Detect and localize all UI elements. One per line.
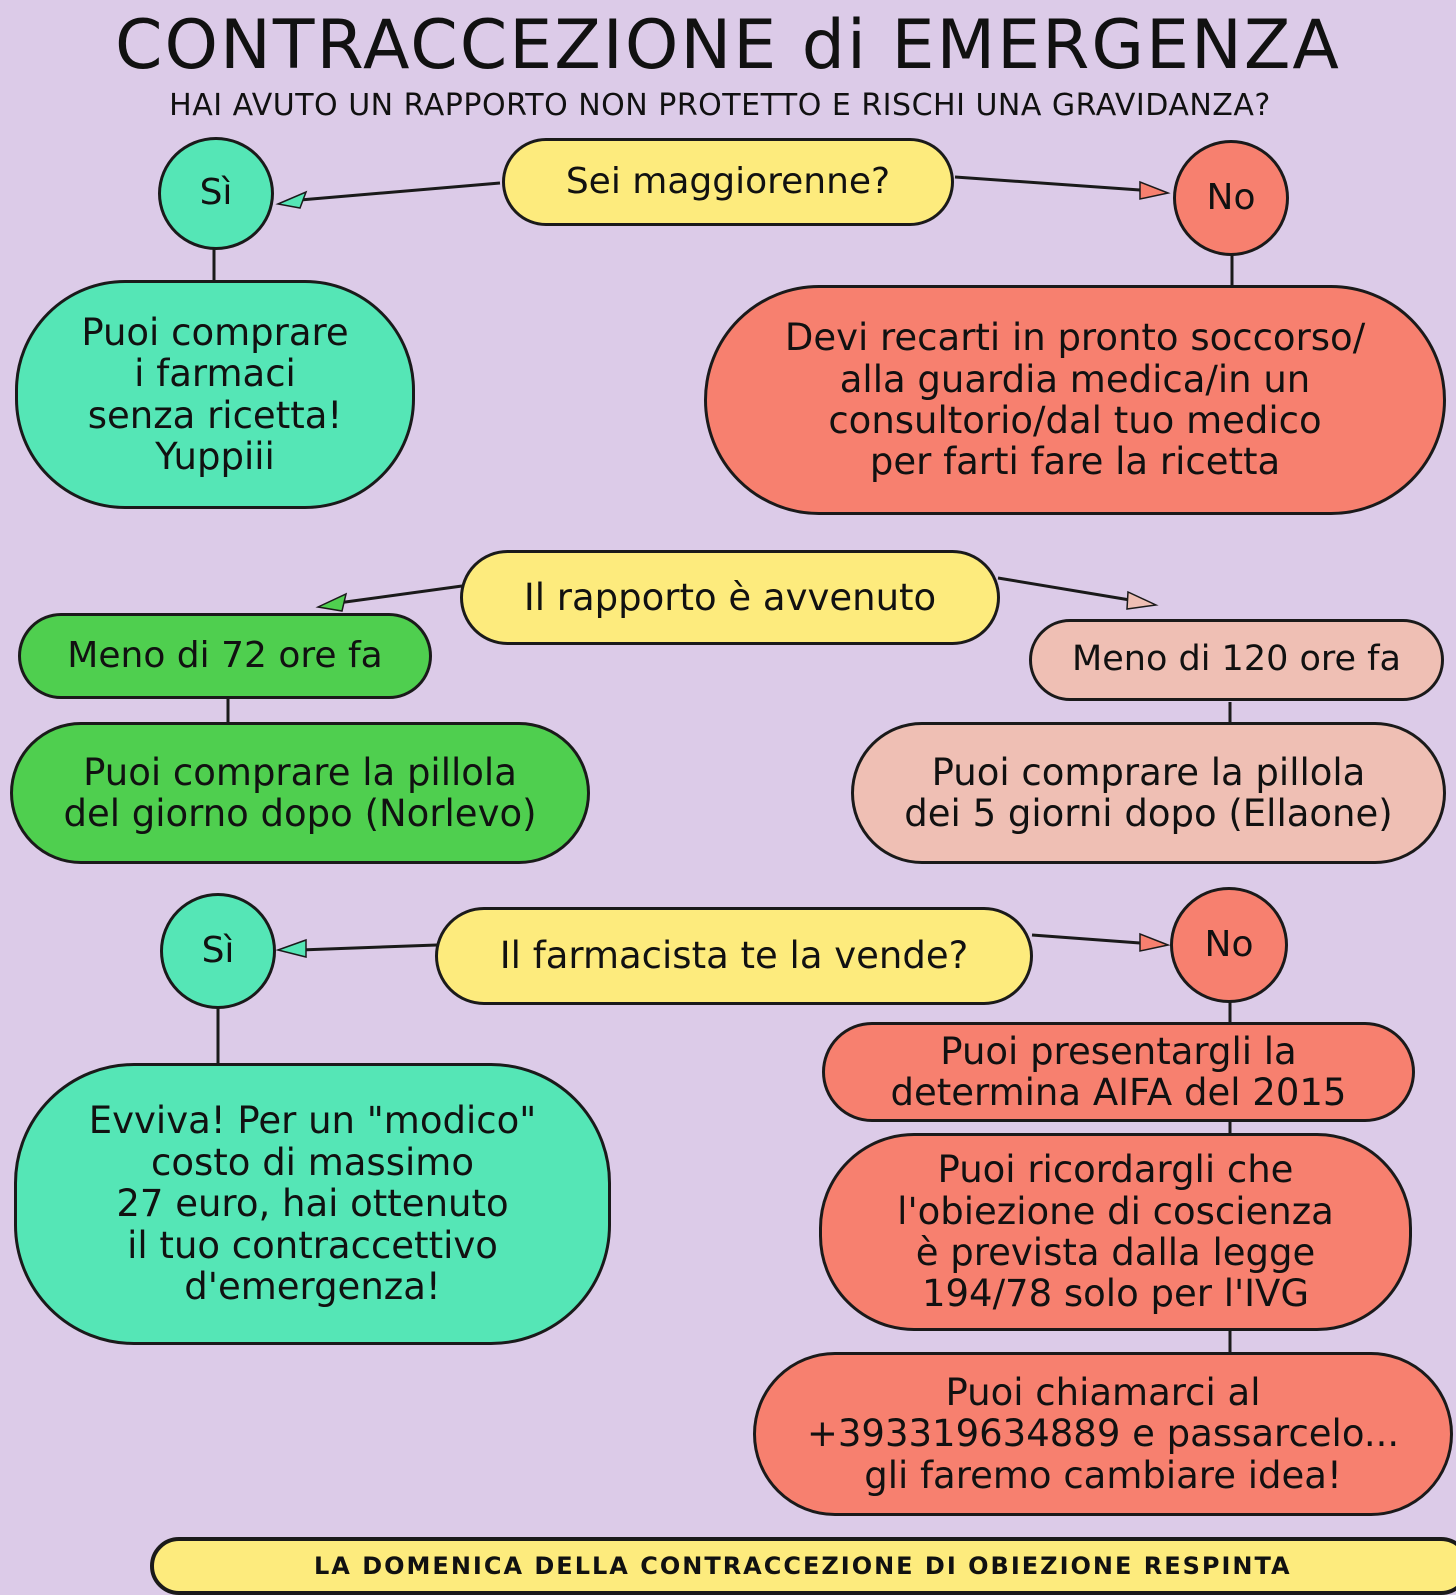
arrowhead-120h xyxy=(1127,592,1156,609)
result-no-step-aifa: Puoi presentargli la determina AIFA del 2015 xyxy=(822,1022,1415,1122)
result-no-step-legge: Puoi ricordargli che l'obiezione di coscienza è prevista dalla legge 194/78 solo per l'IVG xyxy=(819,1133,1412,1331)
answer-yes-1: Sì xyxy=(158,137,274,250)
result-no-step-chiamaci: Puoi chiamarci al +393319634889 e passarcelo... gli faremo cambiare idea! xyxy=(753,1352,1453,1516)
arrowhead-yes-1 xyxy=(278,192,306,208)
result-72h: Puoi comprare la pillola del giorno dopo (Norlevo) xyxy=(10,722,590,864)
arrow-to-yes-1 xyxy=(300,183,500,200)
arrow-to-no-1 xyxy=(955,177,1140,190)
answer-no-1: No xyxy=(1173,140,1289,256)
arrowhead-no-3 xyxy=(1140,934,1168,951)
page-subtitle: HAI AVUTO UN RAPPORTO NON PROTETTO E RISCHI UNA GRAVIDANZA? xyxy=(169,88,1271,123)
footer-banner: LA DOMENICA DELLA CONTRACCEZIONE DI OBIEZIONE RESPINTA xyxy=(150,1537,1456,1595)
question-maggiorenne: Sei maggiorenne? xyxy=(502,138,954,226)
result-120h: Puoi comprare la pillola dei 5 giorni dopo (Ellaone) xyxy=(851,722,1446,864)
option-120h: Meno di 120 ore fa xyxy=(1029,619,1444,701)
arrow-to-72h xyxy=(338,586,462,603)
answer-yes-3: Sì xyxy=(160,893,276,1009)
arrow-to-no-3 xyxy=(1032,935,1140,943)
question-farmacista: Il farmacista te la vende? xyxy=(435,907,1033,1005)
question-rapporto: Il rapporto è avvenuto xyxy=(460,550,1000,645)
arrowhead-yes-3 xyxy=(278,940,306,957)
option-72h: Meno di 72 ore fa xyxy=(18,613,432,699)
arrowhead-72h xyxy=(318,594,346,611)
answer-no-3: No xyxy=(1170,887,1288,1003)
result-yes-1: Puoi comprare i farmaci senza ricetta! Yuppiii xyxy=(15,280,415,509)
result-no-1: Devi recarti in pronto soccorso/ alla guardia medica/in un consultorio/dal tuo medico per farti fare la ricetta xyxy=(704,285,1446,515)
result-yes-3: Evviva! Per un "modico" costo di massimo 27 euro, hai ottenuto il tuo contraccettivo d'emergenza! xyxy=(14,1063,611,1345)
page-title: CONTRACCEZIONE di EMERGENZA xyxy=(115,6,1341,85)
arrow-to-120h xyxy=(998,578,1130,600)
arrow-to-yes-3 xyxy=(300,945,437,950)
arrowhead-no-1 xyxy=(1140,182,1168,199)
